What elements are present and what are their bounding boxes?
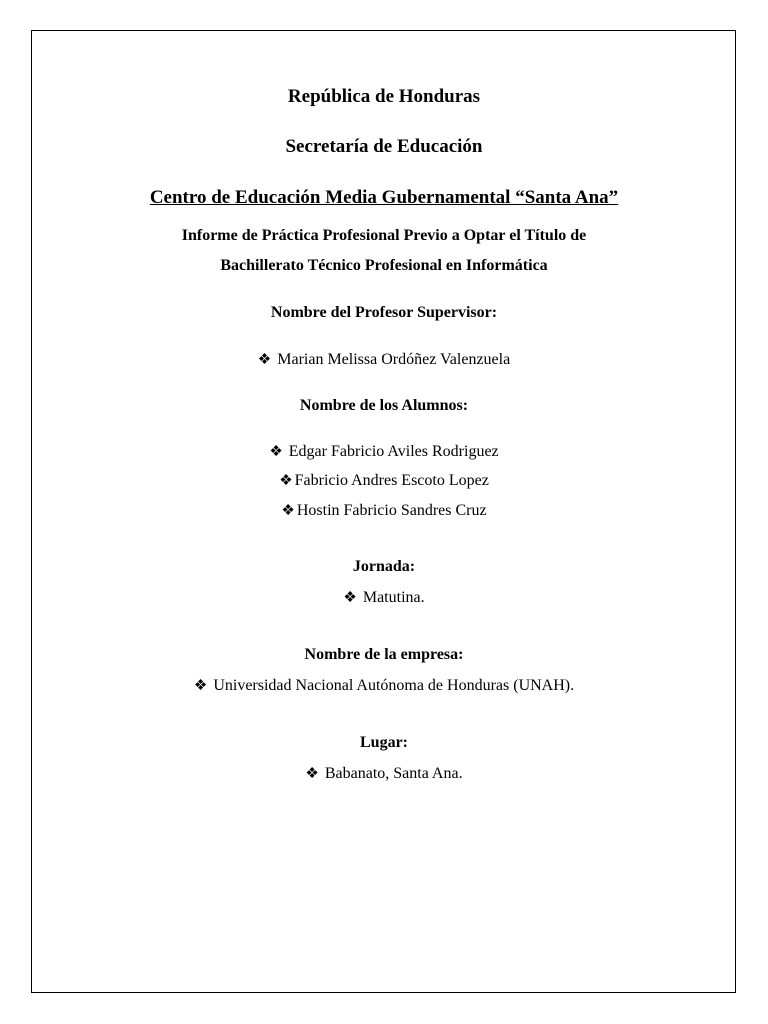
shift-value: Matutina. [362,589,425,606]
student-item [0,501,768,520]
diamond-bullet-icon: ❖ [257,352,272,368]
supervisor-item [0,350,768,369]
report-title-line-2: Bachillerato Técnico Profesional en Informática [220,257,548,274]
company-label: Nombre de la empresa: [304,646,464,663]
school-heading: Centro de Educación Media Gubernamental “Santa Ana” [149,187,619,208]
student-name: Hostin Fabricio Sandres Cruz [296,502,487,519]
country-heading: República de Honduras [287,86,481,107]
diamond-bullet-icon: ❖ [305,766,319,782]
shift-label: Jornada: [352,558,416,575]
diamond-bullet-icon: ❖ [343,590,357,606]
ministry-heading: Secretaría de Educación [285,136,483,157]
report-title-line-1: Informe de Práctica Profesional Previo a Optar el Título de [181,227,587,244]
student-item [0,442,768,461]
supervisor-label: Nombre del Profesor Supervisor: [270,304,498,321]
student-name: Fabricio Andres Escoto Lopez [294,472,489,489]
student-name: Edgar Fabricio Aviles Rodriguez [288,443,499,460]
diamond-bullet-icon: ❖ [279,473,293,489]
supervisor-name: Marian Melissa Ordóñez Valenzuela [277,351,511,368]
diamond-bullet-icon: ❖ [281,503,295,519]
place-label: Lugar: [360,734,408,751]
company-item [0,676,768,695]
diamond-bullet-icon: ❖ [269,444,283,460]
student-item [0,471,768,490]
students-label: Nombre de los Alumnos: [299,397,469,414]
shift-item [0,588,768,607]
company-value: Universidad Nacional Autónoma de Honduras (UNAH). [213,677,575,694]
place-item [0,764,768,783]
diamond-bullet-icon: ❖ [193,678,208,694]
place-value: Babanato, Santa Ana. [324,765,463,782]
